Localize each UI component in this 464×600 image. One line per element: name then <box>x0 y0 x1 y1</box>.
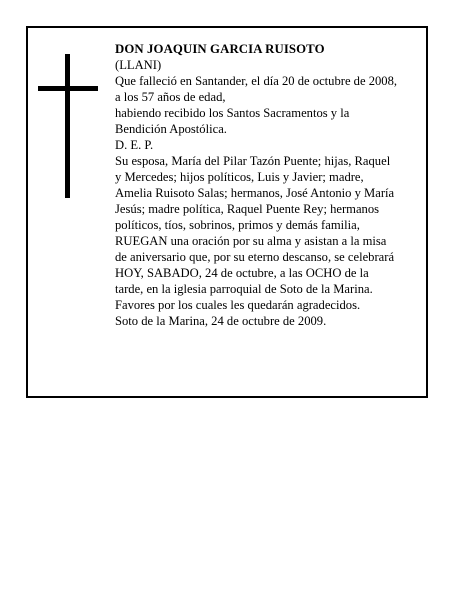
cross-horizontal-bar <box>38 86 98 91</box>
family-line: tarde, en la iglesia parroquial de Soto de la Marina. <box>115 282 373 296</box>
family-line: Su esposa, María del Pilar Tazón Puente; hijas, Raquel <box>115 154 391 168</box>
notice-text <box>115 41 421 329</box>
cross-vertical-bar <box>65 54 70 198</box>
cross-icon <box>38 54 98 198</box>
sacraments-line: habiendo recibido los Santos Sacramentos y la <box>115 106 350 120</box>
deceased-name: DON JOAQUIN GARCIA RUISOTO <box>115 42 325 56</box>
family-line: políticos, tíos, sobrinos, primos y demás familia, <box>115 218 360 232</box>
family-line: Jesús; madre política, Raquel Puente Rey; hermanos <box>115 202 380 216</box>
deceased-nickname: (LLANI) <box>115 58 162 72</box>
obituary-notice <box>26 26 428 398</box>
rip-line: D. E. P. <box>115 138 154 152</box>
death-line: Que falleció en Santander, el día 20 de octubre de 2008, <box>115 74 398 88</box>
family-line: RUEGAN una oración por su alma y asistan a la misa <box>115 234 387 248</box>
place-date-line: Soto de la Marina, 24 de octubre de 2009. <box>115 314 327 328</box>
family-line: y Mercedes; hijos políticos, Luis y Javier; madre, <box>115 170 364 184</box>
family-line: de aniversario que, por su eterno descanso, se celebrará <box>115 250 395 264</box>
family-line: Favores por los cuales les quedarán agradecidos. <box>115 298 361 312</box>
death-line: a los 57 años de edad, <box>115 90 226 104</box>
family-line: Amelia Ruisoto Salas; hermanos, José Antonio y María <box>115 186 395 200</box>
family-line: HOY, SABADO, 24 de octubre, a las OCHO de la <box>115 266 369 280</box>
sacraments-line: Bendición Apostólica. <box>115 122 227 136</box>
